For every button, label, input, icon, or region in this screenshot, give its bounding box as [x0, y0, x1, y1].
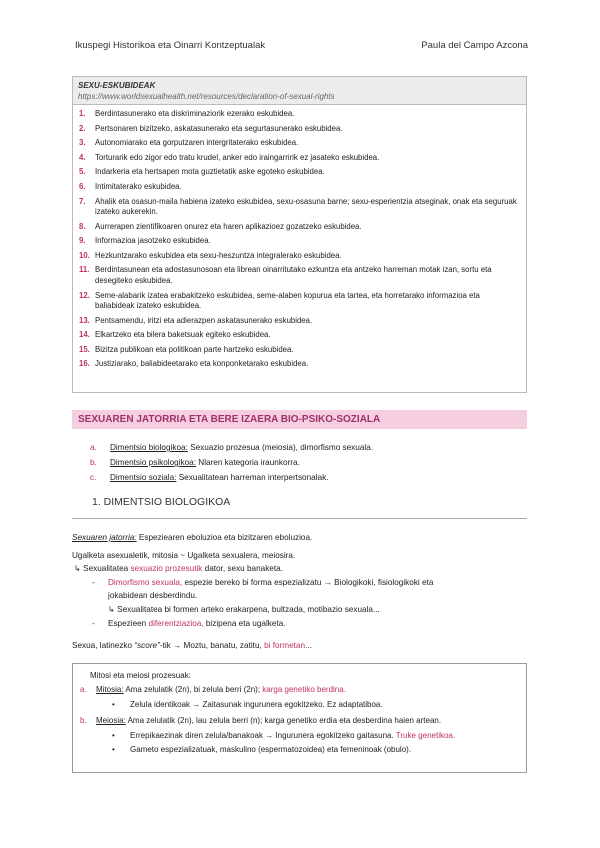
rights-item-text: Berdintasunerako eta diskriminaziorik ezerako eskubidea.	[95, 109, 295, 118]
bullet-icon: •	[112, 745, 115, 754]
paragraph-origin	[72, 533, 312, 542]
meiosis-sub-1	[130, 731, 455, 740]
rights-item-text: Ahalik eta osasun-maila habiena izateko eskubidea, sexu-osasuna barne; sexu-esperientzia atseginak, onak eta seguruak izateko aukerekin.	[95, 196, 517, 217]
header-author: Paula del Campo Azcona	[421, 40, 528, 51]
dimension-text: Nlaren kategoria iraunkorra.	[196, 458, 300, 467]
dimension-letter: b.	[90, 458, 97, 467]
sexuation-prefix: ↳ Sexualitatea	[74, 564, 131, 573]
rights-item-text: Indarkeria eta hertsapen mota guztietatik aske egoteko eskubidea.	[95, 167, 325, 177]
meiosis-sub-2: Gameto espezializatuak, maskulino (espermatozoidea) eta femeninoak (obulo).	[130, 745, 412, 754]
rights-item	[79, 330, 520, 341]
box2-item-meiosis	[80, 716, 441, 725]
dimension-item	[90, 440, 373, 455]
dimension-item	[90, 470, 373, 485]
divider	[72, 518, 527, 519]
meiosis-label: Meiosia:	[96, 716, 126, 725]
heading-biological: 1. DIMENTSIO BIOLOGIKOA	[92, 496, 231, 508]
dimension-label: Dimentsio psikologikoa:	[110, 458, 197, 467]
rights-item	[79, 236, 520, 247]
header-title: Ikuspegi Historikoa eta Oinarri Kontzeptualak	[75, 40, 266, 51]
paragraph-sexuation	[74, 563, 283, 573]
rights-item	[79, 316, 520, 327]
list-dash: -	[92, 578, 95, 587]
etymology-highlight: bi formetan	[264, 641, 306, 650]
mitosis-label: Mitosia:	[96, 685, 124, 694]
list-dash: -	[92, 619, 95, 628]
rights-item-number: 14.	[79, 330, 90, 340]
rights-item	[79, 291, 520, 312]
paragraph-reproduction: Ugalketa asexualetik, mitosia ~ Ugalketa sexualera, meiosira.	[72, 551, 296, 560]
rights-item-number: 7.	[79, 196, 86, 206]
rights-item-number: 10.	[79, 250, 90, 260]
sexual-rights-box	[72, 76, 527, 393]
dimension-letter: a.	[90, 443, 97, 452]
meiosis-sub-1-text: Errepikaezinak diren zelula/banakoak → Ingurunera egokitzeko gaitasuna.	[130, 731, 396, 740]
rights-item-number: 16.	[79, 359, 90, 369]
origin-text: Espeziearen eboluzioa eta bizitzaren eboluzioa.	[136, 533, 313, 542]
sexuation-suffix: dator, sexu banaketa.	[202, 564, 283, 573]
rights-item-number: 13.	[79, 315, 90, 325]
etymology-ellipsis: ...	[305, 641, 312, 650]
dimension-text: Sexualitatean harreman interpertsonalak.	[176, 473, 329, 482]
rights-item	[79, 197, 520, 218]
rights-item-text: Elkartzeko eta bilera baketsuak egiteko eskubidea.	[95, 330, 271, 340]
etymology-prefix: Sexua, latinezko	[72, 641, 135, 650]
rights-item-text: Intimitaterako eskubidea.	[95, 181, 182, 191]
differentiation-suffix: bizipena eta ugalketa.	[203, 619, 286, 628]
rights-item	[79, 109, 520, 120]
rights-item	[79, 153, 520, 164]
dimension-item	[90, 455, 373, 470]
rights-item-number: 2.	[79, 123, 86, 133]
meiosis-text: Ama zelulatik (2n), lau zelula berri (n); karga genetiko erdia eta desberdina haien artean.	[125, 716, 442, 725]
rights-item-number: 15.	[79, 344, 90, 354]
rights-item-number: 9.	[79, 236, 86, 246]
rights-item	[79, 265, 520, 286]
rights-item	[79, 251, 520, 262]
origin-label: Sexuaren jatorria:	[72, 533, 137, 542]
box2-item-mitosis	[80, 685, 346, 694]
rights-item-text: Torturarik edo zigor edo tratu krudel, anker edo iraingarririk ez jasateko eskubidea.	[95, 152, 380, 162]
box-title: SEXU-ESKUBIDEAK	[78, 81, 156, 90]
box-header	[73, 77, 526, 105]
bullet-icon: •	[112, 731, 115, 740]
dimension-label: Dimentsio biologikoa:	[110, 443, 188, 452]
differentiation-highlight: diferentziazioa,	[148, 619, 204, 628]
list-item-dimorphism	[108, 578, 433, 587]
rights-item	[79, 359, 520, 370]
meiosis-letter: b.	[80, 716, 87, 725]
rights-item-number: 3.	[79, 138, 86, 148]
rights-item-text: Aurrerapen zientifikoaren onurez eta haren aplikazioez gozatzeko eskubidea.	[95, 221, 362, 231]
rights-item-text: Justiziarako, baliabideetarako eta konponketarako eskubidea.	[95, 359, 309, 369]
rights-item-number: 1.	[79, 109, 86, 118]
rights-item	[79, 345, 520, 356]
dimension-text: Sexuazio prozesua (meiosia), dimorfismo sexuala.	[187, 443, 374, 452]
rights-item-text: Pentsamendu, iritzi eta adierazpen askatasunerako eskubidea.	[95, 315, 313, 325]
rights-item	[79, 138, 520, 149]
rights-item-number: 5.	[79, 167, 86, 177]
section-title: SEXUAREN JATORRIA ETA BERE IZAERA BIO-PSIKO-SOZIALA	[78, 414, 381, 425]
differentiation-prefix: Espezieen	[108, 619, 149, 628]
mitosis-highlight: karga genetiko berdina.	[262, 685, 346, 694]
rights-item-number: 8.	[79, 221, 86, 231]
paragraph-etymology	[72, 641, 312, 650]
box2-title: Mitosi eta meiosi prozesuak:	[90, 671, 191, 680]
rights-item-text: Berdintasunean eta adostasunosoan eta librean oinarritutako ezkuntza eta antzeko harreman motak izan, sortu eta desegiteko eskubidea.	[95, 265, 492, 285]
sexuation-highlight: sexuazio prozesutik	[130, 564, 203, 573]
dimension-label: Dimentsio soziala:	[110, 473, 177, 482]
rights-item-text: Hezkuntzarako eskubidea eta sexu-heszuntza integralerako eskubidea.	[95, 250, 342, 260]
dimorphism-sub: ↳ Sexualitatea bi formen arteko erakarpena, bultzada, motibazio sexuala...	[108, 605, 380, 614]
rights-item-text: Autonomiarako eta gorputzaren intergritaterako eskubidea.	[95, 138, 299, 148]
rights-item	[79, 182, 520, 193]
mitosis-text: Ama zelulatik (2n), bi zelula berri (2n);	[123, 685, 263, 694]
dimorphism-highlight: Dimorfismo sexuala,	[108, 578, 183, 587]
dimorphism-text: espezie bereko bi forma espezializatu → Biologikoki, fisiologikoki eta	[182, 578, 434, 587]
rights-item-number: 6.	[79, 181, 86, 191]
rights-item-text: Informazioa jasotzeko eskubidea.	[95, 236, 211, 246]
rights-item-text: Pertsonaren bizitzeko, askatasunerako eta segurtasunerako eskubidea.	[95, 123, 343, 133]
dimension-letter: c.	[90, 473, 97, 482]
mitosis-sub: Zelula identikoak → Zaitasunak ingurunera egokitzeko. Ez adaptatiboa.	[130, 700, 383, 709]
box-url: https://www.worldsexualhealth.net/resources/declaration-of-sexual-rights	[78, 92, 335, 101]
list-item-differentiation	[108, 619, 286, 628]
rights-item-number: 11.	[79, 265, 90, 275]
rights-item	[79, 222, 520, 233]
section-banner	[72, 410, 527, 429]
mitosis-letter: a.	[80, 685, 87, 694]
rights-list	[73, 105, 526, 370]
rights-item	[79, 167, 520, 178]
rights-item-text: Seme-alabarik izatea erabakitzeko eskubidea, seme-alaben kopurua eta tartea, eta horretarako informazioa eta baliabideak izateko eskubidea.	[95, 290, 480, 311]
dimorphism-continuation: jokabidean desberdindu.	[108, 591, 198, 600]
rights-item-number: 4.	[79, 152, 86, 162]
dimensions-list	[90, 440, 373, 485]
rights-item-text: Bizitza publikoan eta politikoan parte hartzeko eskubidea.	[95, 344, 294, 354]
rights-item-number: 12.	[79, 290, 90, 300]
meiosis-sub-1-highlight: Truke genetikoa.	[395, 731, 456, 740]
etymology-word: “score”	[134, 641, 160, 650]
etymology-text: -tik → Moztu, banatu, zatitu,	[159, 641, 265, 650]
bullet-icon: •	[112, 700, 115, 709]
rights-item	[79, 124, 520, 135]
